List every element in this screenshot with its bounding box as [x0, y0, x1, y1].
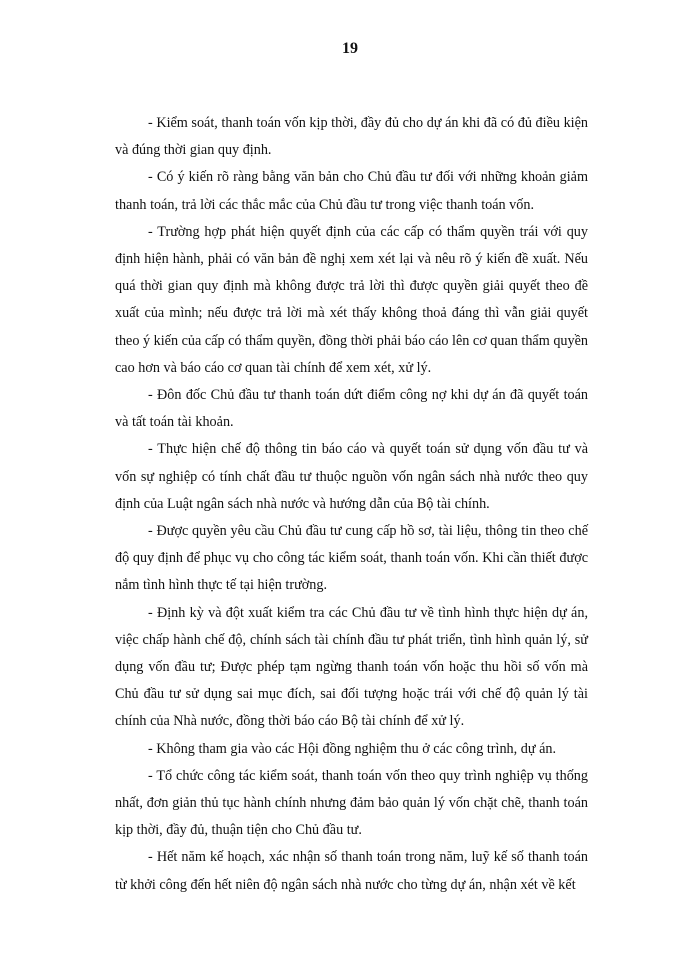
- paragraph: - Đôn đốc Chủ đầu tư thanh toán dứt điểm công nợ khi dự án đã quyết toán và tất toán tài khoản.: [115, 387, 588, 431]
- paragraph: - Kiểm soát, thanh toán vốn kịp thời, đầy đủ cho dự án khi đã có đủ điều kiện và đúng thời gian quy định.: [115, 115, 588, 159]
- paragraph: - Trường hợp phát hiện quyết định của các cấp có thẩm quyền trái với quy định hiện hành, phải có văn bản đề nghị xem xét lại và nêu rõ ý kiến đề xuất. Nếu quá thời gian quy định mà không được trả lời thì được quyền giải quyết theo đề xuất của mình; nếu được trả lời mà xét thấy không thoả đáng thì vẫn giải quyết theo ý kiến của cấp có thẩm quyền, đồng thời phải báo cáo lên cơ quan thẩm quyền cao hơn và báo cáo cơ quan tài chính để xem xét, xử lý.: [115, 223, 588, 376]
- paragraph: - Không tham gia vào các Hội đồng nghiệm thu ở các công trình, dự án.: [148, 740, 557, 757]
- page-number: 19: [342, 40, 358, 57]
- paragraph: - Hết năm kế hoạch, xác nhận số thanh toán trong năm, luỹ kế số thanh toán từ khởi công đến hết niên độ ngân sách nhà nước cho từng dự án, nhận xét về kết: [115, 849, 588, 893]
- paragraph: - Có ý kiến rõ ràng bằng văn bản cho Chủ đầu tư đối với những khoản giảm thanh toán, trả lời các thắc mắc của Chủ đầu tư trong việc thanh toán vốn.: [115, 169, 588, 213]
- paragraph: - Thực hiện chế độ thông tin báo cáo và quyết toán sử dụng vốn đầu tư và vốn sự nghiệp có tính chất đầu tư thuộc nguồn vốn ngân sách nhà nước theo quy định của Luật ngân sách nhà nước và hướng dẫn của Bộ tài chính.: [115, 441, 588, 512]
- document-body: [115, 110, 588, 899]
- paragraph: - Được quyền yêu cầu Chủ đầu tư cung cấp hồ sơ, tài liệu, thông tin theo chế độ quy định để phục vụ cho công tác kiểm soát, thanh toán vốn. Khi cần thiết được nắm tình hình thực tế tại hiện trường.: [115, 523, 588, 594]
- paragraph: - Tổ chức công tác kiểm soát, thanh toán vốn theo quy trình nghiệp vụ thống nhất, đơn giản thủ tục hành chính nhưng đảm bảo quản lý vốn chặt chẽ, thanh toán kịp thời, đầy đủ, thuận tiện cho Chủ đầu tư.: [115, 767, 588, 839]
- paragraph: - Định kỳ và đột xuất kiểm tra các Chủ đầu tư về tình hình thực hiện dự án, việc chấp hành chế độ, chính sách tài chính đầu tư phát triển, tình hình quản lý, sử dụng vốn đầu tư; Được phép tạm ngừng thanh toán vốn hoặc thu hồi số vốn mà Chủ đầu tư sử dụng sai mục đích, sai đối tượng hoặc trái với chế độ quản lý tài chính của Nhà nước, đồng thời báo cáo Bộ tài chính để xử lý.: [115, 604, 588, 730]
